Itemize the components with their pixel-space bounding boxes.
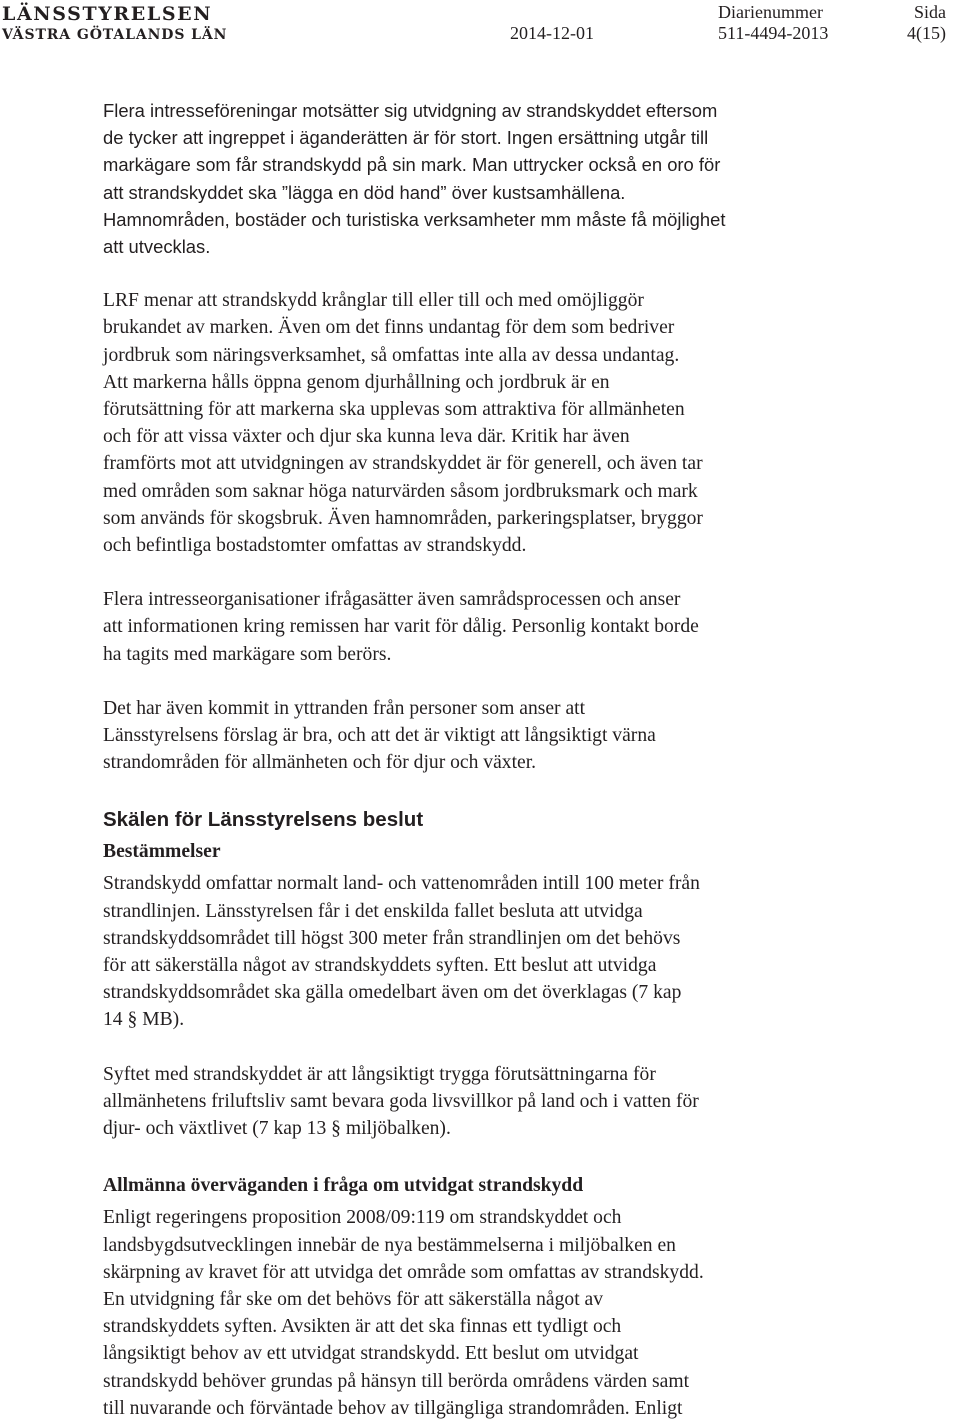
text-line: Det har även kommit in yttranden från personer som anser att: [103, 697, 586, 719]
text-line: Flera intresseföreningar motsätter sig utvidgning av strandskyddet eftersom: [103, 100, 718, 121]
text-line: Länsstyrelsens förslag är bra, och att det är viktigt att långsiktigt värna: [103, 725, 656, 747]
document-body: [103, 97, 943, 1422]
text-line: Syftet med strandskyddet är att långsiktigt trygga förutsättningarna för: [103, 1063, 656, 1085]
text-line: Hamnområden, bostäder och turistiska verksamheter mm måste få möjlighet: [103, 208, 726, 230]
paragraph-lrf: [103, 287, 943, 559]
text-line: strandskyddsområdet ska gälla omedelbart även om det överklagas (7 kap: [103, 982, 682, 1004]
text-line: landsbygdsutvecklingen innebär de nya bestämmelserna i miljöbalken en: [103, 1234, 676, 1256]
text-line: strandskydd behöver grundas på hänsyn till berörda områdens värden samt: [103, 1370, 690, 1392]
text-line: och befintliga bostadstomter omfattas av strandskydd.: [103, 535, 527, 557]
text-line: att strandskyddet ska ”lägga en död hand” över kustsamhällena.: [103, 181, 626, 203]
text-line: Enligt regeringens proposition 2008/09:119 om strandskyddet och: [103, 1207, 622, 1229]
text-line: Flera intresseorganisationer ifrågasätter även samrådsprocessen och anser: [103, 589, 681, 611]
text-line: att informationen kring remissen har varit för dålig. Personlig kontakt borde: [103, 616, 699, 638]
section-heading: Skälen för Länsstyrelsens beslut: [103, 808, 424, 832]
logo-agency-name: LÄNSSTYRELSEN: [2, 3, 213, 25]
paragraph-public-support: [103, 695, 943, 777]
diarienummer-value: 511-4494-2013: [718, 23, 829, 43]
paragraph-regulations: [103, 870, 943, 1033]
paragraph-purpose: [103, 1061, 943, 1143]
paragraph-interest-associations: [103, 97, 943, 260]
text-line: skärpning av kravet för att utvidga det område som omfattas av strandskydd.: [103, 1261, 704, 1283]
text-line: och för att vissa växter och djur ska kunna leva där. Kritik har även: [103, 426, 630, 448]
page-number: 4(15): [907, 23, 946, 43]
text-line: de tycker att ingreppet i äganderätten är för stort. Ingen ersättning utgår till: [103, 127, 709, 149]
text-line: jordbruk som näringsverksamhet, så omfattas inte alla av dessa undantag.: [103, 344, 680, 366]
text-line: 14 § MB).: [103, 1009, 185, 1031]
text-line: brukandet av marken. Även om det finns undantag för dem som bedriver: [103, 317, 675, 339]
text-line: med områden som saknar höga naturvärden såsom jordbruksmark och mark: [103, 480, 698, 502]
text-line: strandområden för allmänheten och för djur och växter.: [103, 752, 537, 774]
text-line: som används för skogsbruk. Även hamnområden, parkeringsplatser, bryggor: [103, 507, 703, 529]
agency-logo: [2, 4, 242, 44]
text-line: förutsättning för att markerna ska upplevas som attraktiva för allmänheten: [103, 399, 685, 421]
subsection-heading: Bestämmelser: [103, 841, 221, 863]
text-line: framförts mot att utvidgningen av strandskyddet är för generell, och även tar: [103, 453, 703, 475]
page-label: Sida: [913, 2, 946, 22]
text-line: att utvecklas.: [103, 236, 211, 258]
text-line: En utvidgning får ske om det behövs för att säkerställa något av: [103, 1288, 604, 1310]
text-line: strandskyddsområdet till högst 300 meter från strandlinjen om det behövs: [103, 927, 681, 949]
paragraph-consultation: [103, 586, 943, 668]
text-line: strandskyddets syften. Avsikten är att det ska finnas ett tydligt och: [103, 1316, 622, 1338]
text-line: för att säkerställa något av strandskyddets syften. Ett beslut att utvidga: [103, 955, 657, 977]
text-line: djur- och växtlivet (7 kap 13 § miljöbalken).: [103, 1118, 451, 1140]
diarienummer-label: Diarienummer: [718, 2, 823, 22]
text-line: strandlinjen. Länsstyrelsen får i det enskilda fallet besluta att utvidga: [103, 900, 643, 922]
text-line: markägare som får strandskydd på sin mark. Man uttrycker också en oro för: [103, 154, 721, 176]
logo-county-name: VÄSTRA GÖTALANDS LÄN: [2, 27, 228, 43]
text-line: till nuvarande och förväntade behov av tillgängliga strandområden. Enligt: [103, 1397, 683, 1419]
text-line: allmänhetens friluftsliv samt bevara goda livsvillkor på land och i vatten för: [103, 1090, 699, 1112]
paragraph-general-considerations: [103, 1204, 943, 1422]
subsection-heading: Allmänna överväganden i fråga om utvidgat strandskydd: [103, 1175, 584, 1197]
text-line: långsiktigt behov av ett utvidgat strandskydd. Ett beslut om utvidgat: [103, 1343, 639, 1365]
text-line: ha tagits med markägare som berörs.: [103, 643, 392, 665]
document-date: 2014-12-01: [510, 23, 594, 43]
text-line: Att markerna hålls öppna genom djurhållning och jordbruk är en: [103, 371, 610, 393]
text-line: LRF menar att strandskydd krånglar till eller till och med omöjliggör: [103, 290, 644, 312]
text-line: Strandskydd omfattar normalt land- och vattenområden intill 100 meter från: [103, 873, 700, 895]
